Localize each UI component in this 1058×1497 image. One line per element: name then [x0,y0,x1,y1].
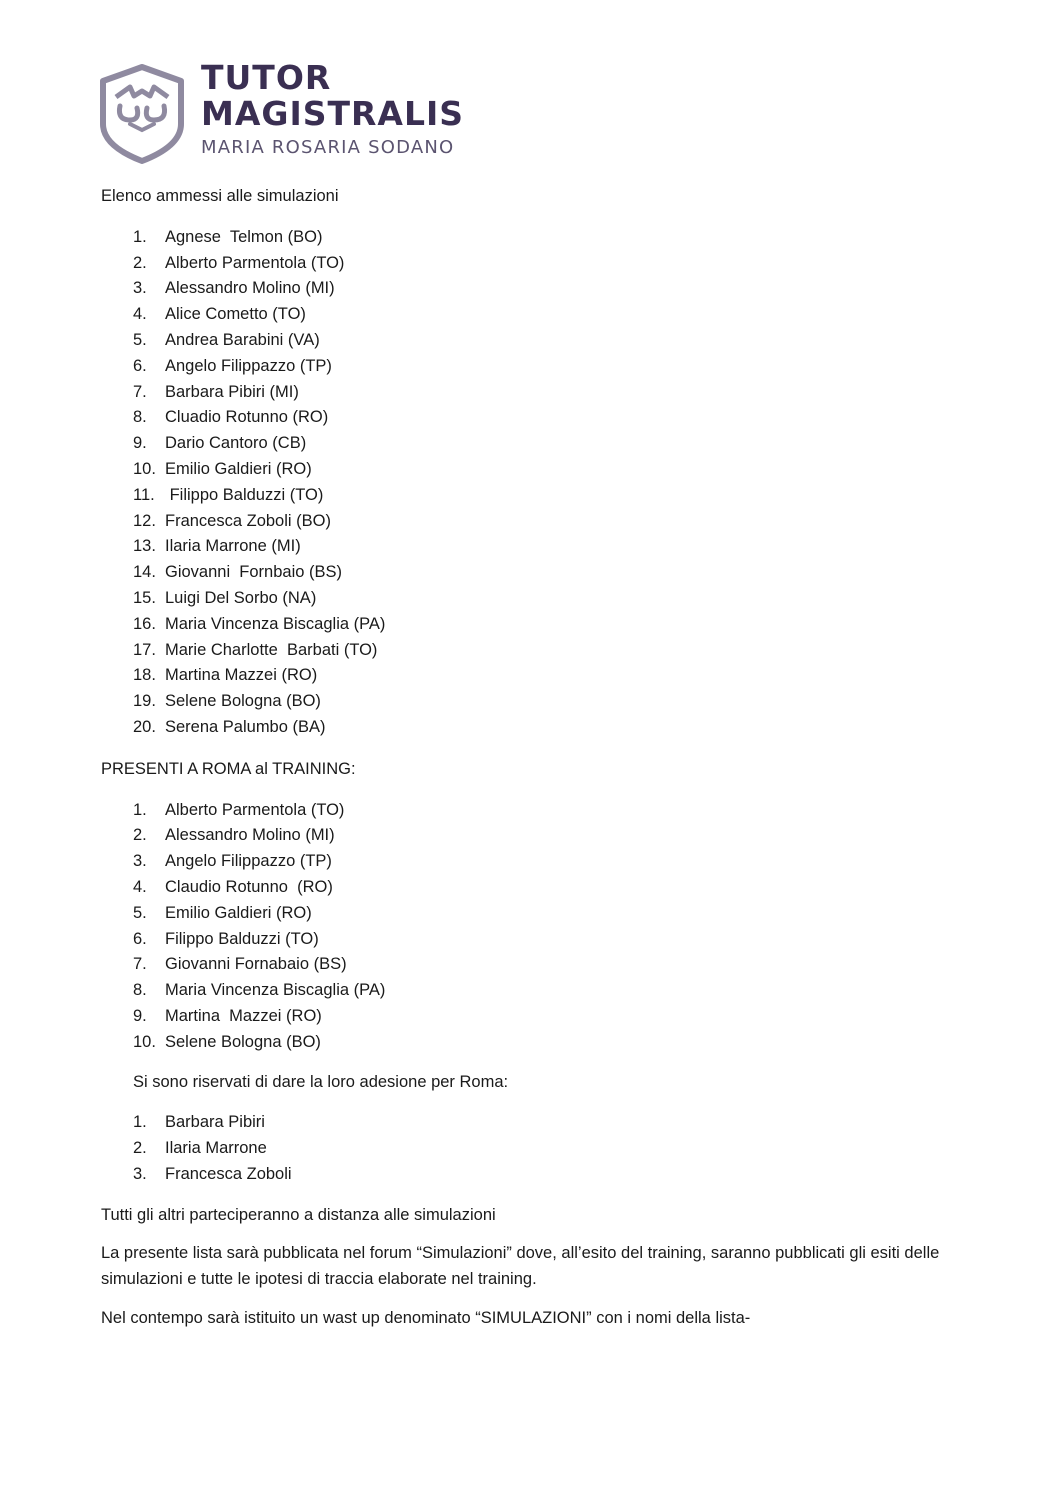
list-number: 8. [133,981,147,1000]
list-number: 2. [133,1139,147,1158]
list-number: 9. [133,434,147,453]
list-item [101,612,961,638]
list-item [101,251,961,277]
list-item [101,483,961,509]
list-item-text: Cluadio Rotunno (RO) [165,408,329,427]
reserved-heading: Si sono riservati di dare la loro adesione per Roma: [133,1072,509,1091]
list-item-text: Serena Palumbo (BA) [165,717,326,736]
brand-title-line2: MAGISTRALIS [201,94,465,133]
list-item-text: Angelo Filippazzo (TP) [165,852,332,871]
list-item [101,663,961,689]
list-item [101,638,961,664]
list-item-text: Ilaria Marrone [165,1139,267,1158]
list-item-text: Francesca Zoboli [165,1164,292,1183]
brand-logo [100,60,500,170]
list-item [101,405,961,431]
list-item [101,689,961,715]
list-number: 17. [133,640,156,659]
list-item [101,509,961,535]
list-item-text: Luigi Del Sorbo (NA) [165,588,317,607]
list-number: 10. [133,459,156,478]
list-item [101,823,961,849]
list-item-text: Marie Charlotte Barbati (TO) [165,640,378,659]
list-item [101,901,961,927]
brand-title-line1: TUTOR [201,58,332,97]
list-item [101,534,961,560]
list-item-text: Giovanni Fornbaio (BS) [165,563,342,582]
list-item [101,225,961,251]
list-number: 9. [133,1006,147,1025]
group-note: Nel contempo sarà istituito un wast up denominato “SIMULAZIONI” con i nomi della lista- [101,1309,751,1328]
list-item-text: Selene Bologna (BO) [165,692,321,711]
list-item-text: Andrea Barabini (VA) [165,330,320,349]
list-number: 3. [133,279,147,298]
list-item-text: Francesca Zoboli (BO) [165,511,331,530]
list-item-text: Barbara Pibiri [165,1113,265,1132]
list-item [101,798,961,824]
list-item-text: Martina Mazzei (RO) [165,1006,322,1025]
list-item-text: Emilio Galdieri (RO) [165,459,312,478]
list-item-text: Filippo Balduzzi (TO) [165,929,319,948]
list-item-text: Alice Cometto (TO) [165,305,306,324]
reserved-list [101,1110,961,1187]
list-number: 5. [133,330,147,349]
list-number: 2. [133,826,147,845]
list-number: 11. [133,485,155,504]
list-number: 13. [133,537,156,556]
list-number: 18. [133,666,156,685]
list-number: 4. [133,305,147,324]
list-item [101,560,961,586]
intro-heading: Elenco ammessi alle simulazioni [101,187,339,205]
list-item [101,328,961,354]
list-item-text: Selene Bologna (BO) [165,1032,321,1051]
list-item [101,1030,961,1056]
list-number: 8. [133,408,147,427]
list-item [101,715,961,741]
list-item-text: Maria Vincenza Biscaglia (PA) [165,614,386,633]
brand-subtitle: MARIA ROSARIA SODANO [201,137,455,158]
list-number: 14. [133,563,156,582]
list-item [101,302,961,328]
list-item [101,354,961,380]
rome-present-list [101,798,961,1056]
list-number: 19. [133,692,156,711]
list-item [101,1136,961,1162]
list-item [101,1004,961,1030]
list-item-text: Angelo Filippazzo (TP) [165,356,332,375]
list-number: 16. [133,614,156,633]
list-number: 5. [133,903,147,922]
publication-note: La presente lista sarà pubblicata nel forum “Simulazioni” dove, all’esito del training, saranno pubblicati gli esiti delle simulazioni e tutte le ipotesi di traccia elaborate nel training. [101,1244,940,1289]
list-item-text: Agnese Telmon (BO) [165,227,323,246]
list-item-text: Filippo Balduzzi (TO) [165,485,324,504]
list-item-text: Alberto Parmentola (TO) [165,800,345,819]
list-item [101,1162,961,1188]
list-item [101,952,961,978]
list-item-text: Alberto Parmentola (TO) [165,253,345,272]
list-item [101,457,961,483]
list-item [101,431,961,457]
list-number: 2. [133,253,147,272]
list-number: 1. [133,800,147,819]
list-item-text: Giovanni Fornabaio (BS) [165,955,347,974]
list-item [101,1110,961,1136]
list-item-text: Claudio Rotunno (RO) [165,877,333,896]
list-number: 3. [133,1164,147,1183]
document-body [101,184,961,1332]
list-item [101,276,961,302]
list-item-text: Ilaria Marrone (MI) [165,537,301,556]
list-number: 7. [133,382,147,401]
list-item-text: Barbara Pibiri (MI) [165,382,299,401]
list-number: 12. [133,511,156,530]
list-item [101,849,961,875]
list-number: 7. [133,955,147,974]
admitted-list [101,225,961,741]
remote-note: Tutti gli altri parteciperanno a distanza alle simulazioni [101,1205,496,1224]
list-item-text: Alessandro Molino (MI) [165,279,335,298]
list-item [101,380,961,406]
list-number: 20. [133,717,156,736]
list-item [101,875,961,901]
list-item [101,978,961,1004]
list-number: 6. [133,929,147,948]
list-number: 15. [133,588,156,607]
list-number: 10. [133,1032,156,1051]
rome-heading: PRESENTI A ROMA al TRAINING: [101,759,356,778]
list-number: 3. [133,852,147,871]
list-item-text: Alessandro Molino (MI) [165,826,335,845]
list-item-text: Martina Mazzei (RO) [165,666,318,685]
list-number: 6. [133,356,147,375]
shield-crown-icon [100,64,184,164]
list-item [101,927,961,953]
list-number: 1. [133,1113,147,1132]
list-item-text: Dario Cantoro (CB) [165,434,307,453]
list-number: 1. [133,227,147,246]
list-item-text: Maria Vincenza Biscaglia (PA) [165,981,386,1000]
list-item [101,586,961,612]
list-item-text: Emilio Galdieri (RO) [165,903,312,922]
brand-wordmark [201,60,464,160]
list-number: 4. [133,877,147,896]
